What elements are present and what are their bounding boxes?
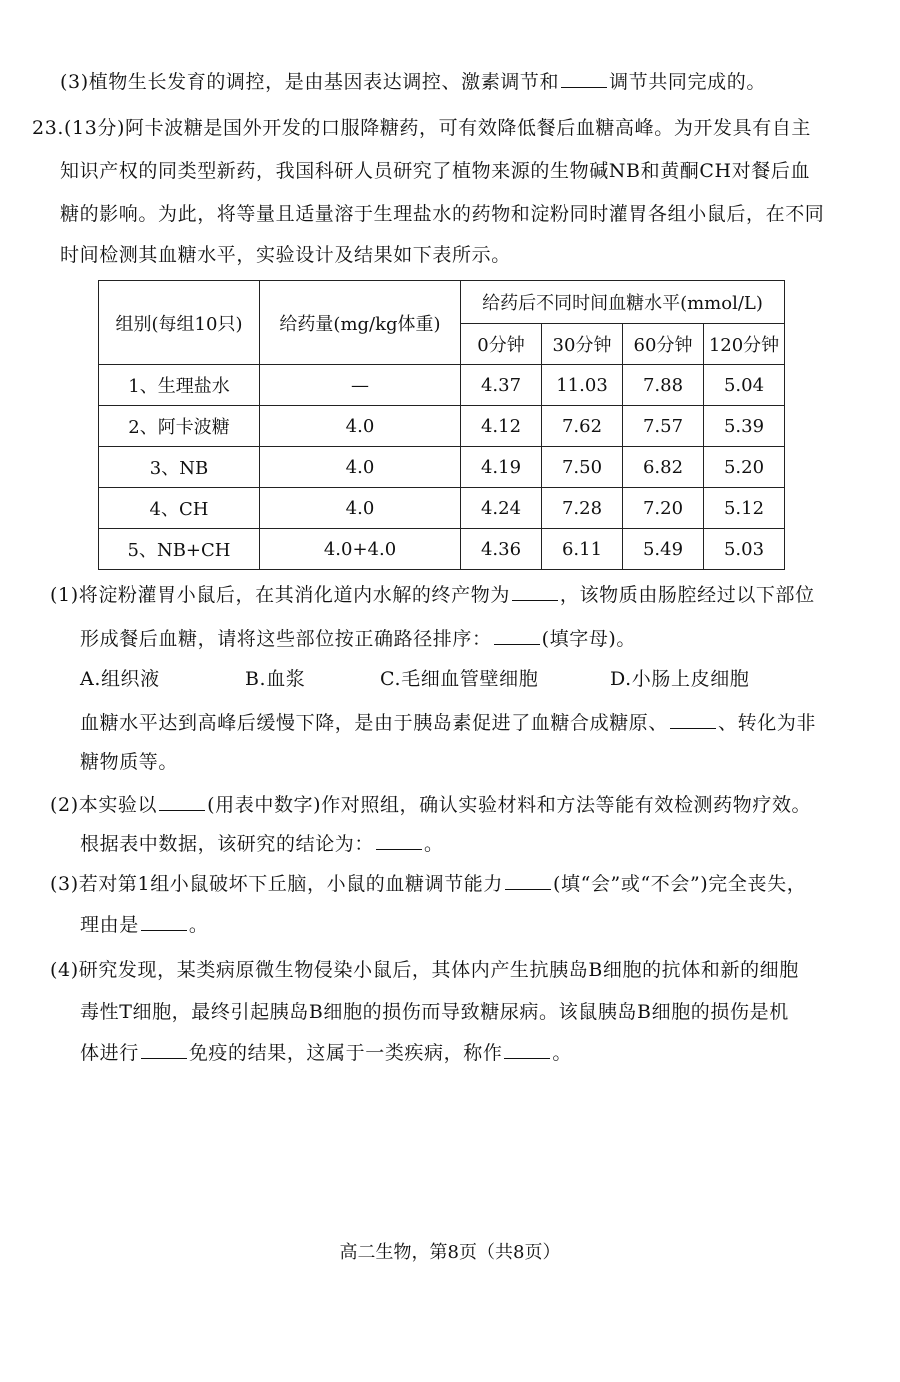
q2-line-2 bbox=[80, 832, 444, 856]
answer-blank[interactable] bbox=[494, 630, 540, 645]
q1-text: (填字母)。 bbox=[541, 628, 637, 650]
q2-text: (2)本实验以 bbox=[50, 794, 158, 816]
q22-part3 bbox=[60, 70, 766, 94]
cell-value: 7.62 bbox=[542, 406, 623, 447]
q4-line-3 bbox=[80, 1041, 572, 1065]
table-row bbox=[99, 406, 785, 447]
cell-group: 1、生理盐水 bbox=[99, 365, 260, 406]
answer-blank[interactable] bbox=[376, 835, 422, 850]
cell-dose: — bbox=[260, 365, 461, 406]
answer-blank[interactable] bbox=[141, 1044, 187, 1059]
q22-part3-text: (3)植物生长发育的调控，是由基因表达调控、激素调节和 bbox=[60, 71, 560, 93]
cell-dose: 4.0 bbox=[260, 447, 461, 488]
q1-line-1 bbox=[50, 583, 815, 607]
header-time-120: 120分钟 bbox=[704, 324, 785, 365]
cell-value: 6.82 bbox=[623, 447, 704, 488]
cell-value: 5.49 bbox=[623, 529, 704, 570]
table-row bbox=[99, 365, 785, 406]
option-d: D.小肠上皮细胞 bbox=[610, 668, 750, 690]
q2-text: (用表中数字)作对照组，确认实验材料和方法等能有效检测药物疗效。 bbox=[207, 794, 812, 816]
cell-value: 5.39 bbox=[704, 406, 785, 447]
q3-text: 理由是 bbox=[80, 914, 139, 936]
q2-text: 根据表中数据，该研究的结论为： bbox=[80, 833, 375, 855]
q23-intro-line-4: 时间检测其血糖水平，实验设计及结果如下表所示。 bbox=[60, 244, 511, 266]
cell-dose: 4.0 bbox=[260, 488, 461, 529]
q3-text: 。 bbox=[188, 914, 209, 936]
q4-text: 。 bbox=[552, 1042, 573, 1064]
table-row bbox=[99, 529, 785, 570]
cell-value: 7.20 bbox=[623, 488, 704, 529]
header-group: 组别(每组10只) bbox=[99, 281, 260, 365]
q1-text: 血糖水平达到高峰后缓慢下降，是由于胰岛素促进了血糖合成糖原、 bbox=[80, 712, 669, 734]
q1-line-2 bbox=[80, 627, 636, 651]
cell-group: 5、NB+CH bbox=[99, 529, 260, 570]
table-row bbox=[99, 488, 785, 529]
header-time-60: 60分钟 bbox=[623, 324, 704, 365]
q23-intro-line-3: 糖的影响。为此，将等量且适量溶于生理盐水的药物和淀粉同时灌胃各组小鼠后，在不同 bbox=[60, 203, 825, 225]
cell-dose: 4.0 bbox=[260, 406, 461, 447]
cell-value: 7.57 bbox=[623, 406, 704, 447]
cell-value: 6.11 bbox=[542, 529, 623, 570]
q4-text: 体进行 bbox=[80, 1042, 139, 1064]
cell-value: 4.36 bbox=[461, 529, 542, 570]
header-time-30: 30分钟 bbox=[542, 324, 623, 365]
q22-part3-end: 调节共同完成的。 bbox=[609, 71, 766, 93]
blood-glucose-table bbox=[98, 280, 785, 570]
cell-value: 7.88 bbox=[623, 365, 704, 406]
answer-blank[interactable] bbox=[504, 1044, 550, 1059]
cell-value: 4.19 bbox=[461, 447, 542, 488]
q1-text: 、转化为非 bbox=[718, 712, 817, 734]
answer-blank[interactable] bbox=[141, 916, 187, 931]
q23-intro-line-2: 知识产权的同类型新药，我国科研人员研究了植物来源的生物碱NB和黄酮CH对餐后血 bbox=[60, 160, 811, 182]
q4-line-2: 毒性T细胞，最终引起胰岛B细胞的损伤而导致糖尿病。该鼠胰岛B细胞的损伤是机 bbox=[80, 1001, 789, 1023]
q23-intro-line-1: 23.(13分)阿卡波糖是国外开发的口服降糖药，可有效降低餐后血糖高峰。为开发具有自主 bbox=[32, 117, 812, 139]
cell-group: 4、CH bbox=[99, 488, 260, 529]
table-row bbox=[99, 447, 785, 488]
cell-value: 4.37 bbox=[461, 365, 542, 406]
cell-group: 3、NB bbox=[99, 447, 260, 488]
cell-value: 5.03 bbox=[704, 529, 785, 570]
q4-line-1: (4)研究发现，某类病原微生物侵染小鼠后，其体内产生抗胰岛B细胞的抗体和新的细胞 bbox=[50, 959, 799, 981]
cell-value: 5.04 bbox=[704, 365, 785, 406]
q3-text: (3)若对第1组小鼠破坏下丘脑，小鼠的血糖调节能力 bbox=[50, 873, 504, 895]
answer-blank[interactable] bbox=[561, 73, 607, 88]
cell-value: 11.03 bbox=[542, 365, 623, 406]
q4-text: 免疫的结果，这属于一类疾病，称作 bbox=[188, 1042, 503, 1064]
q1-text: (1)将淀粉灌胃小鼠后，在其消化道内水解的终产物为 bbox=[50, 584, 510, 606]
answer-blank[interactable] bbox=[670, 714, 716, 729]
cell-value: 4.24 bbox=[461, 488, 542, 529]
header-dose: 给药量(mg/kg体重) bbox=[260, 281, 461, 365]
page-footer: 高二生物，第8页（共8页） bbox=[339, 1242, 561, 1263]
header-time: 给药后不同时间血糖水平(mmol/L) bbox=[461, 281, 785, 324]
cell-value: 7.28 bbox=[542, 488, 623, 529]
q1-line-3 bbox=[80, 711, 816, 735]
cell-group: 2、阿卡波糖 bbox=[99, 406, 260, 447]
q1-line-4: 糖物质等。 bbox=[80, 751, 179, 773]
q1-text: 形成餐后血糖，请将这些部位按正确路径排序： bbox=[80, 628, 492, 650]
cell-value: 7.50 bbox=[542, 447, 623, 488]
q3-text: (填“会”或“不会”)完全丧失， bbox=[553, 873, 807, 895]
q2-line-1 bbox=[50, 793, 811, 817]
answer-blank[interactable] bbox=[505, 875, 551, 890]
header-time-0: 0分钟 bbox=[461, 324, 542, 365]
cell-value: 5.12 bbox=[704, 488, 785, 529]
cell-dose: 4.0+4.0 bbox=[260, 529, 461, 570]
answer-blank[interactable] bbox=[159, 796, 205, 811]
q1-text: ，该物质由肠腔经过以下部位 bbox=[559, 584, 815, 606]
cell-value: 5.20 bbox=[704, 447, 785, 488]
option-a: A.组织液 bbox=[80, 668, 160, 690]
q3-line-1 bbox=[50, 872, 806, 896]
q2-text: 。 bbox=[424, 833, 444, 855]
cell-value: 4.12 bbox=[461, 406, 542, 447]
answer-blank[interactable] bbox=[512, 586, 558, 601]
option-b: B.血浆 bbox=[245, 668, 306, 690]
option-c: C.毛细血管壁细胞 bbox=[380, 668, 539, 690]
q3-line-2 bbox=[80, 913, 208, 937]
